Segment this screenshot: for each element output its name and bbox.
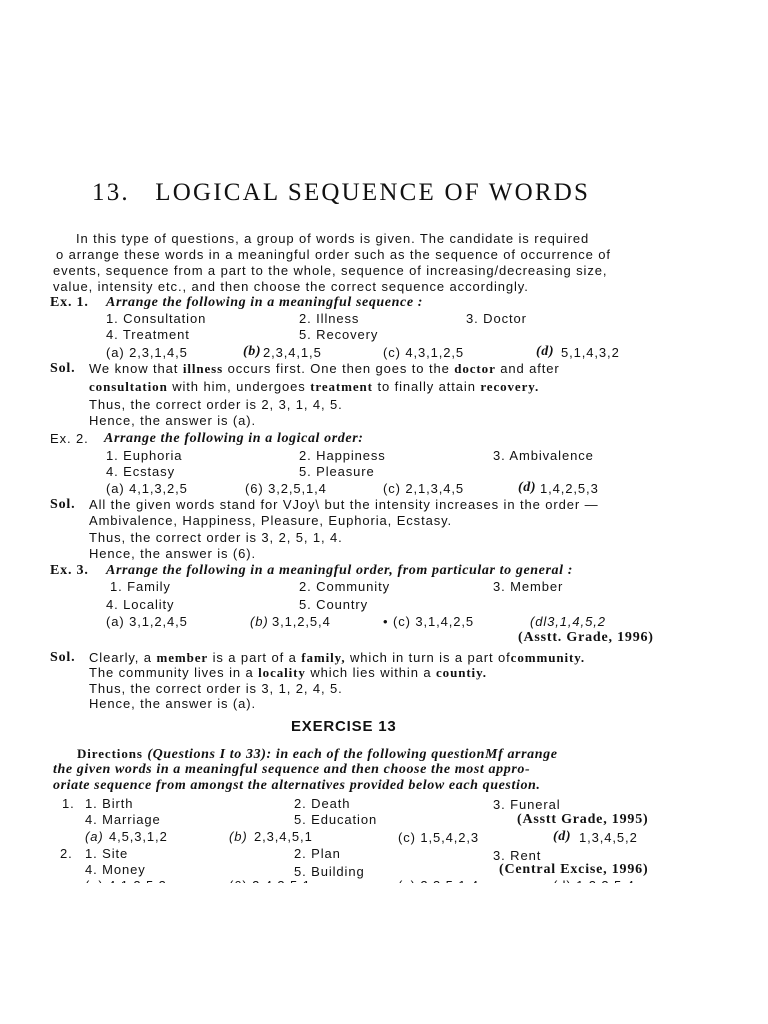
- q2-word: 5. Building: [294, 864, 365, 879]
- q1-option: 1,3,4,5,2: [579, 830, 638, 845]
- q1-number: 1.: [62, 796, 75, 811]
- intro-line: o arrange these words in a meaningful order such as the sequence of occurrence of: [56, 247, 611, 262]
- ex2-option: (6) 3,2,5,1,4: [245, 481, 327, 496]
- q1-word: 2. Death: [294, 796, 351, 811]
- chapter-heading: LOGICAL SEQUENCE OF WORDS: [155, 179, 591, 206]
- ex3-word: 5. Country: [299, 597, 368, 612]
- q2-number: 2.: [60, 846, 73, 861]
- ex3-option: (a) 3,1,2,4,5: [106, 614, 188, 629]
- sol2-line: Hence, the answer is (6).: [89, 546, 257, 561]
- ex1-option-label: (b): [243, 344, 262, 359]
- q1-option-label: (b): [229, 829, 248, 844]
- sol1-line: consultation with him, undergoes treatment to finally attain recovery.: [89, 379, 540, 394]
- q1-option: 4,5,3,1,2: [109, 829, 168, 844]
- ex2-word: 4. Ecstasy: [106, 464, 175, 479]
- ex2-label: Ex. 2.: [50, 431, 89, 446]
- ex1-option: 2,3,4,1,5: [263, 345, 322, 360]
- sol3-label: Sol.: [50, 650, 76, 665]
- ex2-word: 1. Euphoria: [106, 448, 183, 463]
- q1-option: 2,3,4,5,1: [254, 829, 313, 844]
- q1-word: 3. Funeral: [493, 797, 561, 812]
- q1-word: 1. Birth: [85, 796, 134, 811]
- q2-word: 1. Site: [85, 846, 129, 861]
- ex3-word: 4. Locality: [106, 597, 175, 612]
- q1-option: (c) 1,5,4,2,3: [398, 830, 480, 845]
- ex3-word: 1. Family: [110, 579, 171, 594]
- exercise-heading: EXERCISE 13: [291, 718, 397, 735]
- directions-line: the given words in a meaningful sequence and then choose the most appro-: [53, 762, 531, 777]
- ex1-word: 4. Treatment: [106, 327, 190, 342]
- ex2-option: (c) 2,1,3,4,5: [383, 481, 465, 496]
- ex2-prompt: Arrange the following in a logical order:: [104, 431, 364, 446]
- q1-option-label: (a): [85, 829, 104, 844]
- q2-word: 4. Money: [85, 862, 146, 877]
- ex3-option: 3,1,2,5,4: [272, 614, 331, 629]
- q1-option-label: (d): [553, 829, 572, 844]
- sol2-line: Ambivalence, Happiness, Pleasure, Euphoria, Ecstasy.: [89, 513, 453, 528]
- directions-line: Directions (Questions I to 33): in each of the following questionMf arrange: [77, 746, 558, 762]
- q1-word: 5. Education: [294, 812, 378, 827]
- ex1-prompt: Arrange the following in a meaningful sequence :: [106, 295, 423, 310]
- ex1-word: 3. Doctor: [466, 311, 527, 326]
- sol1-label: Sol.: [50, 361, 76, 376]
- ex2-option: (a) 4,1,3,2,5: [106, 481, 188, 496]
- ex1-option: (a) 2,3,1,4,5: [106, 345, 188, 360]
- directions-line: oriate sequence from amongst the alternatives provided below each question.: [53, 778, 541, 793]
- ex1-word: 2. Illness: [299, 311, 360, 326]
- q2-source: (Central Excise, 1996): [499, 862, 649, 877]
- q2-word: 2. Plan: [294, 846, 341, 861]
- ex2-word: 2. Happiness: [299, 448, 386, 463]
- ex1-option: 5,1,4,3,2: [561, 345, 620, 360]
- ex1-word: 5. Recovery: [299, 327, 379, 342]
- sol1-line: We know that illness occurs first. One then goes to the doctor and after: [89, 361, 560, 376]
- chapter-title: [92, 178, 590, 208]
- intro-line: value, intensity etc., and then choose the correct sequence accordingly.: [53, 279, 529, 294]
- ex1-option: (c) 4,3,1,2,5: [383, 345, 465, 360]
- intro-line: In this type of questions, a group of words is given. The candidate is required: [76, 231, 590, 246]
- ex3-prompt: Arrange the following in a meaningful order, from particular to general :: [106, 563, 573, 578]
- ex3-option: (dl3,1,4,5,2: [530, 614, 606, 629]
- q2-word: 3. Rent: [493, 848, 542, 863]
- sol3-line: The community lives in a locality which lies within a countiy.: [89, 665, 487, 680]
- sol3-line: Clearly, a member is a part of a family, which in turn is a part ofcommunity.: [89, 650, 586, 665]
- ex2-word: 3. Ambivalence: [493, 448, 594, 463]
- sol1-line: Hence, the answer is (a).: [89, 413, 257, 428]
- page-cutoff-mask: [0, 883, 768, 1024]
- sol3-line: Hence, the answer is (a).: [89, 696, 257, 711]
- sol2-line: All the given words stand for VJoy\ but the intensity increases in the order —: [89, 497, 599, 512]
- ex1-option-label: (d): [536, 344, 555, 359]
- ex2-option-label: (d): [518, 480, 537, 495]
- sol3-line: Thus, the correct order is 3, 1, 2, 4, 5.: [89, 681, 343, 696]
- sol2-line: Thus, the correct order is 3, 2, 5, 1, 4.: [89, 530, 343, 545]
- intro-line: events, sequence from a part to the whole, sequence of increasing/decreasing size,: [53, 263, 608, 278]
- ex2-option: 1,4,2,5,3: [540, 481, 599, 496]
- chapter-number: 13.: [92, 179, 130, 206]
- ex1-word: 1. Consultation: [106, 311, 207, 326]
- ex3-source: (Asstt. Grade, 1996): [518, 630, 654, 645]
- ex3-option-label: (b): [250, 614, 269, 629]
- q1-source: (Asstt Grade, 1995): [517, 812, 649, 827]
- ex3-word: 3. Member: [493, 579, 564, 594]
- q1-word: 4. Marriage: [85, 812, 161, 827]
- sol2-label: Sol.: [50, 497, 76, 512]
- ex1-label: Ex. 1.: [50, 295, 89, 310]
- sol1-line: Thus, the correct order is 2, 3, 1, 4, 5.: [89, 397, 343, 412]
- ex3-label: Ex. 3.: [50, 563, 89, 578]
- ex2-word: 5. Pleasure: [299, 464, 375, 479]
- ex3-word: 2. Community: [299, 579, 390, 594]
- ex3-option: • (c) 3,1,4,2,5: [383, 614, 475, 629]
